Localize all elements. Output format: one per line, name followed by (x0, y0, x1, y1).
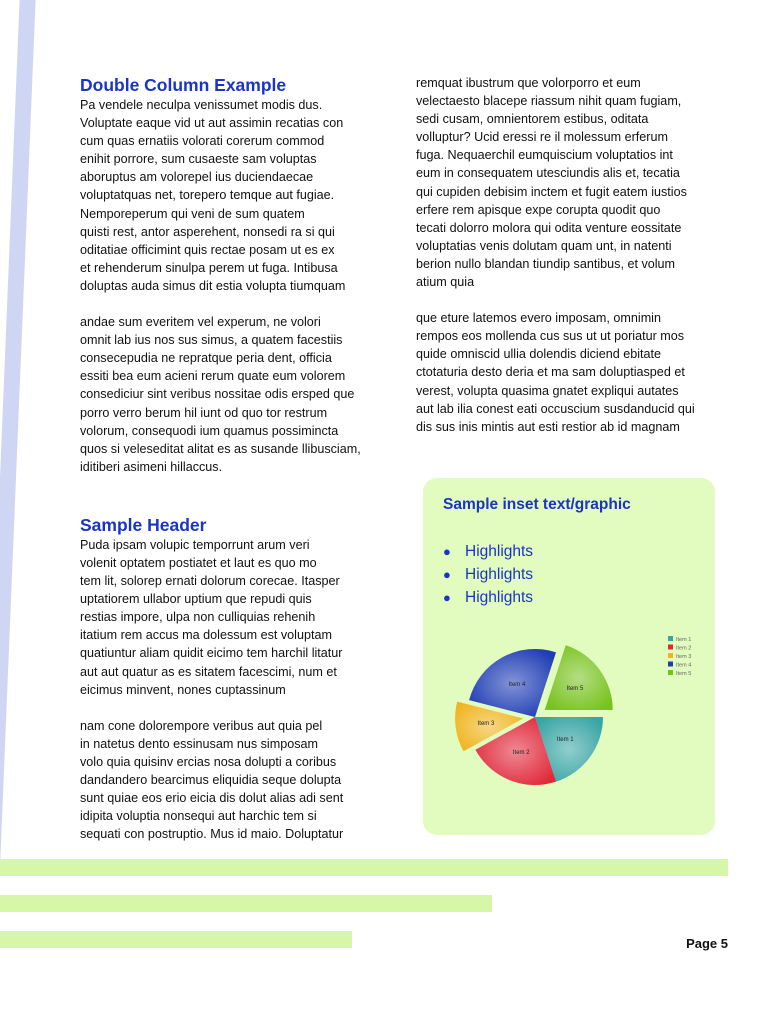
bullet-icon: ● (443, 590, 451, 605)
bullet-icon: ● (443, 544, 451, 559)
list-item-label: Highlights (465, 543, 534, 560)
legend-label: Item 5 (676, 671, 692, 677)
legend-swatch (668, 645, 673, 650)
decorative-stripe (0, 895, 492, 912)
body-paragraph: que eture latemos evero imposam, omnimin rempos eos mollenda cus sus ut ut poriatur mos quide omniscid ullia dolendis diciend ebitate ctotaturia desto deria et ma sam doluptiasped et verest, volupta quasima gnatet expliqui autates aut lab ilia conest eati occuscium susdanducid qui dis sus inis mintis aut esti restior ab id magnam (416, 311, 695, 434)
pie-slice-label: Item 2 (512, 749, 530, 756)
legend-label: Item 3 (676, 654, 692, 660)
list-item-label: Highlights (465, 589, 534, 606)
pie-slice-label: Item 3 (477, 721, 495, 728)
list-item (443, 563, 533, 586)
legend-swatch (668, 662, 673, 667)
pie-slice-label: Item 5 (566, 685, 584, 692)
decorative-stripe (0, 931, 352, 948)
section-heading: Double Column Example (80, 75, 287, 95)
body-paragraph: remquat ibustrum que volorporro et eum velectaesto blacepe riassum nihit quam fugiam, sedi cusam, omnientorem estibus, oditata volluptur? Ucid eressi re il molessum erferum fuga. Nequaerchil eumquiscium voluptatios int eum in consequatem utesciundis alis et, tecatia qui cupiden debisim inctem et fugit eatem iustios erfere rem apisque expe corupta quodit quo tecati dolorro molora qui odita venture eossitate voluptatias venis dolutam quam unt, in natenti berion nullo blandan tiundip santibus, et volum atium quia (416, 76, 687, 290)
left-column (80, 74, 390, 843)
right-column (416, 74, 730, 436)
body-paragraph: Puda ipsam volupic temporrunt arum veri volenit optatem postiatet et laut es quo mo tem lit, solorep ernati dolorum corecae. Itasper uptatiorem ullabor uptium que repudi quis restias impore, ulpa non culliquias rehenih itatium rem accus ma dolessum est voluptam quatiuntur aliam quidit eicimo tem harchil litatur aut aut quatur as es sitatem facescimi, num et eicimus minvent, nones cuptassinum (80, 537, 343, 697)
page-number: Page 5 (686, 936, 728, 951)
inset-title: Sample inset text/graphic (443, 496, 631, 513)
legend-label: Item 4 (676, 662, 692, 669)
pie-slice-label: Item 1 (556, 736, 574, 743)
legend-swatch (668, 636, 673, 641)
bullet-icon: ● (443, 567, 451, 582)
list-item (443, 540, 533, 563)
legend-label: Item 1 (676, 637, 692, 643)
legend-swatch (668, 670, 673, 675)
decorative-stripe (0, 859, 728, 876)
pie-chart (423, 628, 715, 828)
inset-box (423, 478, 715, 835)
body-paragraph: nam cone dolorempore veribus aut quia pel in natetus dento essinusam nus simposam volo quia quisinv ercias nosa dolupti a coribus dandandero bearcimus eliquidia seque dolupta sunt quiae eos erio eicia dis dolut alias adi sent idipita voluptia nonsequi aut harchic tem si sequati con postruptio. Mus id maio. Doluptatur (80, 718, 344, 842)
highlights-list (443, 540, 533, 609)
section-heading: Sample Header (80, 514, 207, 535)
body-paragraph: andae sum everitem vel experum, ne volori omnit lab ius nos sus simus, a quatem facestiis consecepudia ne repratque peria dent, officia essiti bea eum acieni rerum quate eum volorem consediciur sint veribus nossitae odis ersped que porro verro berum hil iunt od quo tor restrum volorum, consequodi ium quamus possimincta quos si veleseditat alitat es as susande llibusciam, iditiberi asimeni hillaccus. (80, 315, 361, 474)
list-item (443, 586, 533, 609)
body-paragraph: Pa vendele neculpa venissumet modis dus. Voluptate eaque vid ut aut assimin recatias con cum quas ernatiis volorati corerum commod enihit porrore, sum cusaeste sam voluptas aboruptus am volorepel ius duciendaecae voluptatquas net, torepero temque aut fugiae. Nemporeperum qui veni de sum quatem quisti rest, antor asperehent, nonsedi ra si qui oditatiae officimint quis rectae posam ut es ex et rehenderum sinulpa perem ut fuga. Intibusa doluptas auda simus dit estia volupta tiumquam (80, 98, 346, 293)
list-item-label: Highlights (465, 566, 534, 583)
legend-label: Item 2 (676, 645, 692, 652)
pie-slice-label: Item 4 (508, 682, 526, 689)
legend-swatch (668, 653, 673, 658)
